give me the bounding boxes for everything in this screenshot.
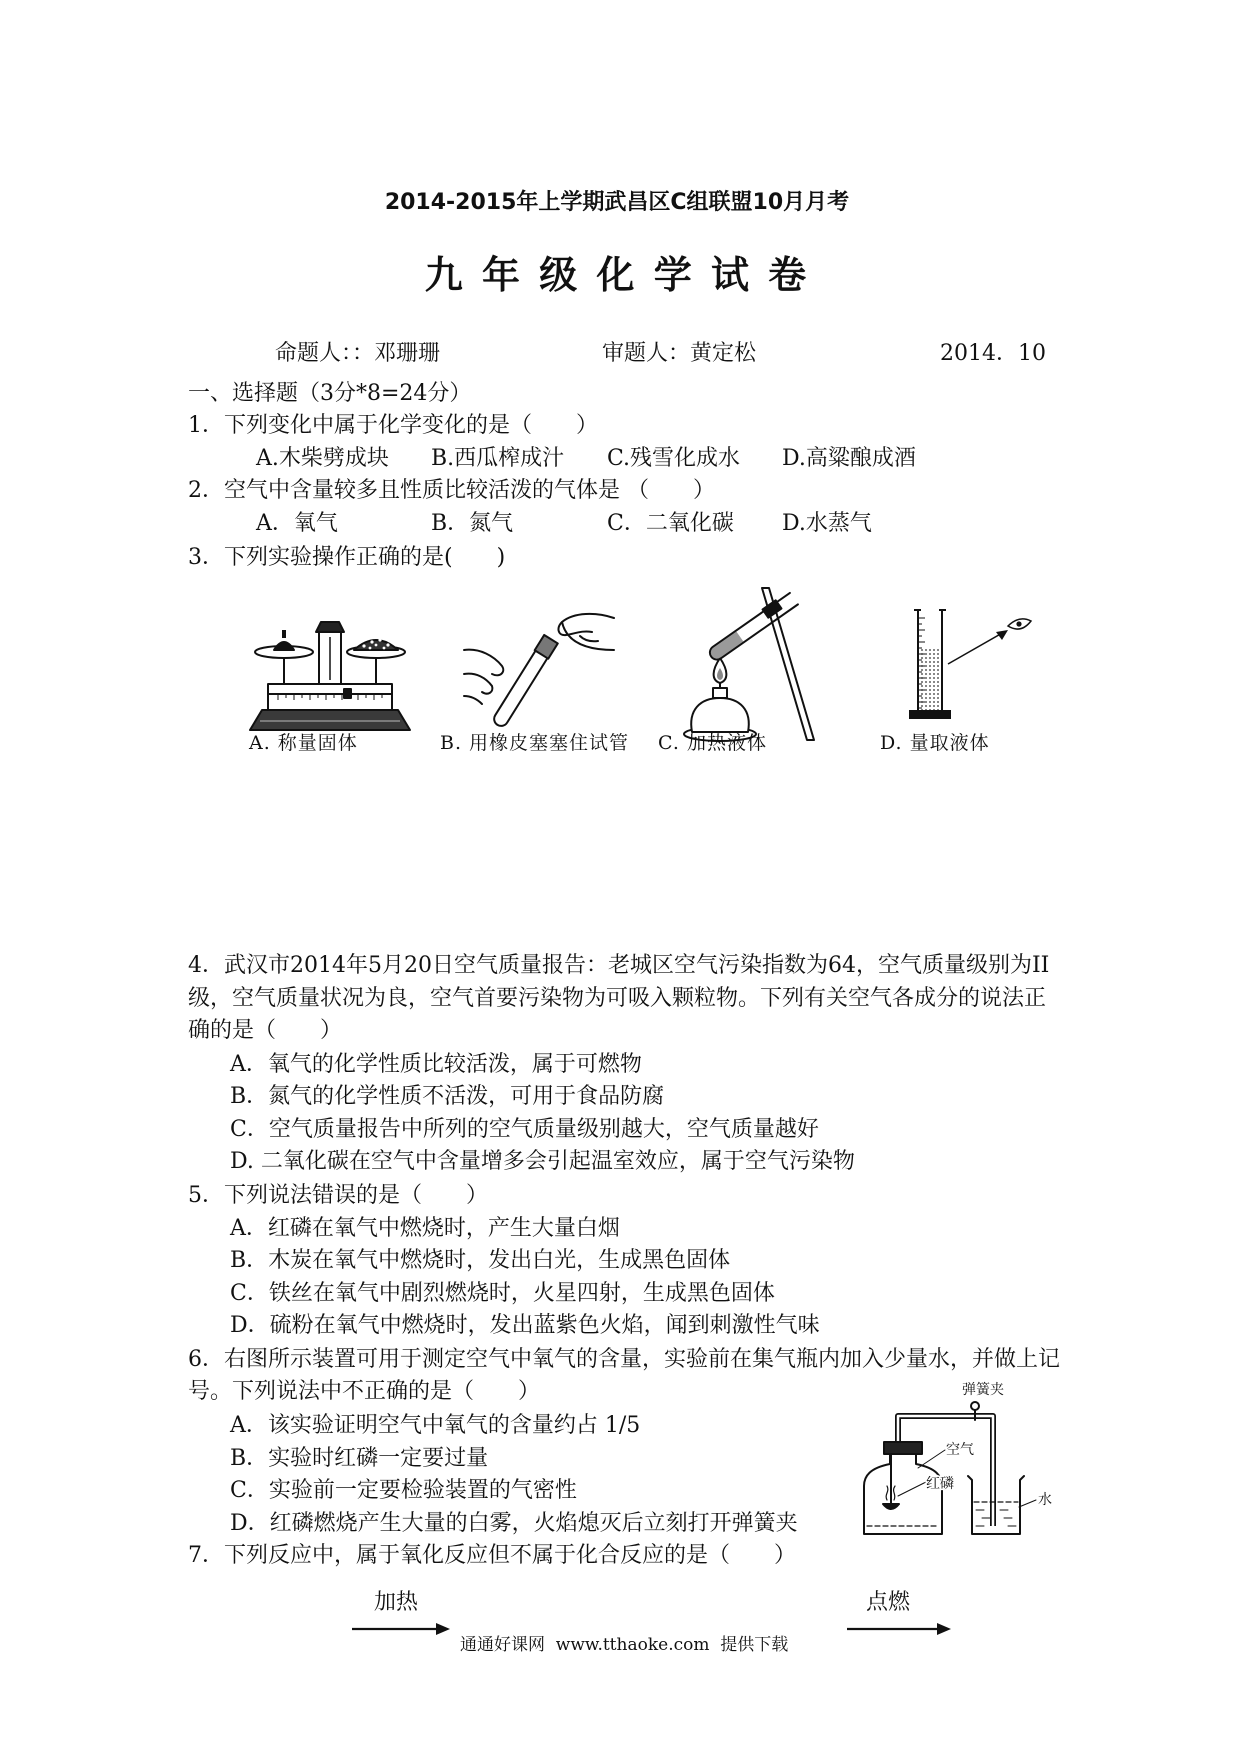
figure-a-caption: A. 称量固体 (249, 732, 358, 754)
question-3-stem: 3．下列实验操作正确的是( ) (188, 545, 506, 570)
spring-clamp (971, 1402, 979, 1410)
left-hand (464, 650, 503, 704)
question-5-stem: 5．下列说法错误的是（ ） (188, 1183, 488, 1208)
exam-date: 2014．10 (940, 341, 1046, 366)
figure-d-caption: D. 量取液体 (880, 732, 990, 754)
figure-b-caption: B. 用橡皮塞塞住试管 (440, 732, 630, 754)
reaction-arrow-ignition (845, 1620, 953, 1638)
question-1-option-a: A.木柴劈成块 (256, 446, 389, 471)
question-2-option-a: A．氧气 (256, 511, 338, 536)
question-5-option-a: A．红磷在氧气中燃烧时，产生大量白烟 (230, 1216, 620, 1241)
section-heading: 一、选择题（3分*8=24分） (188, 381, 472, 406)
figure-c-heating (676, 586, 820, 744)
question-2-option-d: D.水蒸气 (782, 511, 872, 536)
balance-base (250, 710, 410, 730)
question-6-apparatus (858, 1376, 1060, 1542)
question-1-option-c: C.残雪化成水 (607, 446, 741, 471)
question-6-option-c: C．实验前一定要检验装置的气密性 (230, 1478, 577, 1503)
figure-c-caption: C. 加热液体 (658, 732, 767, 754)
question-6-option-a: A．该实验证明空气中氧气的含量约占 1/5 (230, 1413, 641, 1438)
balance-weight (274, 642, 294, 650)
question-4-option-d: D. 二氧化碳在空气中含量增多会引起温室效应，属于空气污染物 (230, 1149, 855, 1174)
question-6-stem-line-1: 6．右图所示装置可用于测定空气中氧气的含量，实验前在集气瓶内加入少量水，并做上记 (188, 1347, 1061, 1372)
test-tube (491, 635, 558, 729)
question-6-stem-line-2: 号。下列说法中不正确的是（ ） (188, 1379, 541, 1404)
question-7-stem: 7．下列反应中，属于氧化反应但不属于化合反应的是（ ） (188, 1543, 796, 1568)
right-hand (559, 614, 614, 650)
question-4-option-a: A．氧气的化学性质比较活泼，属于可燃物 (230, 1052, 642, 1077)
alcohol-lamp (691, 698, 749, 732)
figure-b-stopper (462, 604, 616, 734)
label-water: 水 (1038, 1492, 1052, 1508)
question-1-stem: 1．下列变化中属于化学变化的是（ ） (188, 413, 598, 438)
question-4-stem-line-2: 级，空气质量状况为良，空气首要污染物为可吸入颗粒物。下列有关空气各成分的说法正 (188, 986, 1047, 1011)
download-footer: 通通好课网 www.tthaoke.com 提供下载 (460, 1635, 789, 1655)
cylinder-liquid (920, 648, 941, 710)
balance-rider (344, 689, 351, 698)
balance-body (268, 684, 392, 710)
question-1-option-b: B.西瓜榨成汁 (431, 446, 565, 471)
sight-line (948, 632, 1004, 664)
question-2-option-b: B．氮气 (431, 511, 514, 536)
question-4-option-b: B．氮气的化学性质不活泼，可用于食品防腐 (230, 1084, 665, 1109)
exam-title: 2014-2015年上学期武昌区C组联盟10月月考 (384, 190, 850, 215)
label-red-phosphorus: 红磷 (926, 1476, 954, 1492)
figure-a-balance (244, 610, 416, 734)
reaction-arrow-heating (350, 1620, 452, 1638)
condition-ignition: 点燃 (866, 1590, 911, 1615)
label-air: 空气 (946, 1442, 974, 1458)
question-1-option-d: D.高粱酿成酒 (782, 446, 916, 471)
question-4-stem-line-1: 4．武汉市2014年5月20日空气质量报告：老城区空气污染指数为64，空气质量级别为II (188, 953, 1050, 978)
paper-title: 九 年 级 化 学 试 卷 (424, 253, 810, 297)
question-5-option-c: C．铁丝在氧气中剧烈燃烧时，火星四射，生成黑色固体 (230, 1281, 775, 1306)
question-4-stem-line-3: 确的是（ ） (188, 1018, 343, 1043)
cylinder-base (910, 711, 950, 718)
question-6-option-b: B．实验时红磷一定要过量 (230, 1446, 489, 1471)
figure-d-cylinder (904, 604, 1034, 724)
question-2-option-c: C．二氧化碳 (607, 511, 734, 536)
question-5-option-d: D．硫粉在氧气中燃烧时，发出蓝紫色火焰，闻到刺激性气味 (230, 1313, 820, 1338)
question-2-stem: 2．空气中含量较多且性质比较活泼的气体是 （ ） (188, 478, 715, 503)
question-6-option-d: D．红磷燃烧产生大量的白雾，火焰熄灭后立刻打开弹簧夹 (230, 1511, 798, 1536)
question-5-option-b: B．木炭在氧气中燃烧时，发出白光，生成黑色固体 (230, 1248, 731, 1273)
question-reviewer: 审题人：黄定松 (602, 341, 757, 366)
bottle-stopper (884, 1442, 922, 1454)
condition-heating: 加热 (374, 1590, 419, 1615)
question-4-option-c: C．空气质量报告中所列的空气质量级别越大，空气质量越好 (230, 1117, 819, 1142)
question-setter: 命题人：：邓珊珊 (275, 341, 441, 366)
label-spring-clamp: 弹簧夹 (962, 1382, 1004, 1398)
